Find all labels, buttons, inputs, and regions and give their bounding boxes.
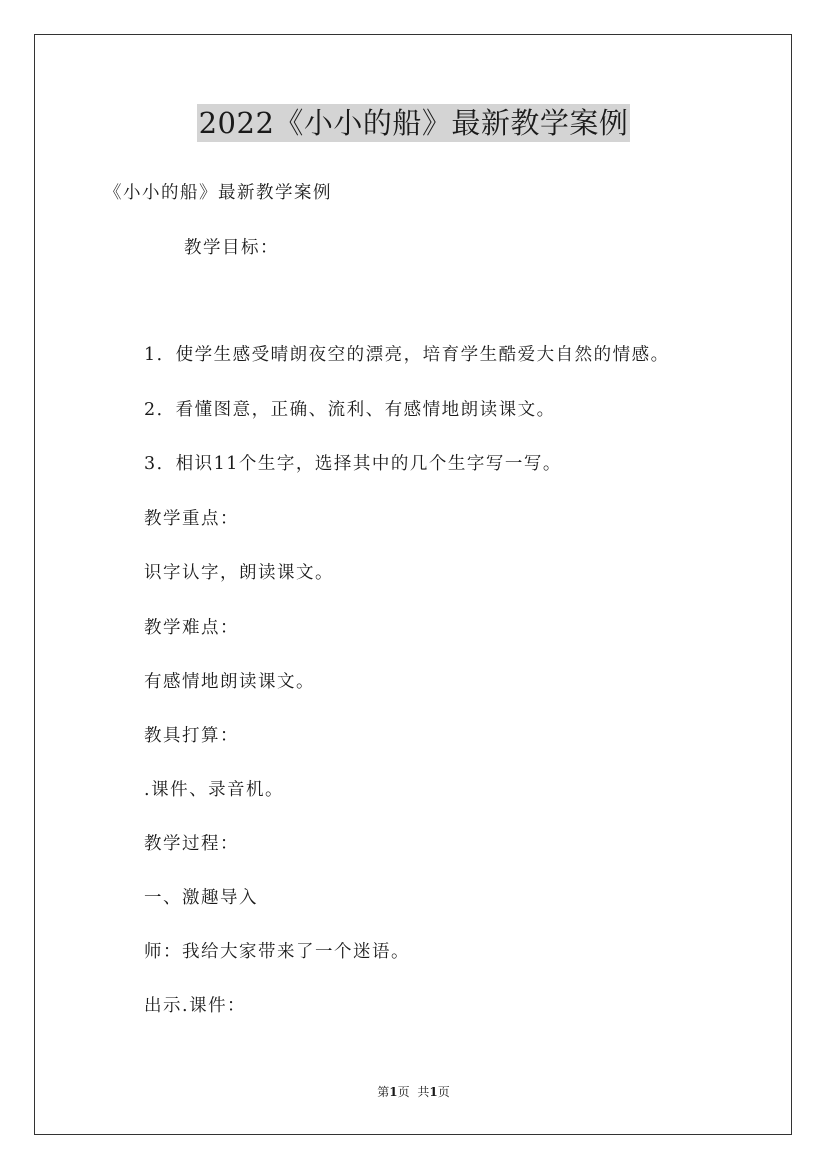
teacher-line: 师：我给大家带来了一个迷语。 <box>144 942 410 962</box>
document-title-wrap <box>0 104 827 142</box>
footer-total-prefix: 共 <box>417 1085 430 1099</box>
footer-total-number: 1 <box>429 1085 438 1099</box>
difficulties-heading: 教学难点： <box>144 618 239 638</box>
key-points-text: 识字认字，朗读课文。 <box>144 563 334 583</box>
footer-total-suffix: 页 <box>437 1085 450 1099</box>
footer-page-number: 1 <box>389 1085 398 1099</box>
footer-page-suffix: 页 <box>397 1085 410 1099</box>
objective-item-1: 1．使学生感受晴朗夜空的漂亮，培育学生酷爱大自然的情感。 <box>144 345 670 365</box>
objectives-heading: 教学目标： <box>184 238 279 258</box>
document-title: 2022《小小的船》最新教学案例 <box>198 106 629 140</box>
document-subtitle: 《小小的船》最新教学案例 <box>104 183 332 203</box>
key-points-heading: 教学重点： <box>144 509 239 529</box>
difficulties-text: 有感情地朗读课文。 <box>144 672 315 692</box>
objective-item-3: 3．相识11个生字，选择其中的几个生字写一写。 <box>144 454 562 474</box>
page-footer <box>0 1084 827 1100</box>
process-heading: 教学过程： <box>144 834 239 854</box>
objective-item-2: 2．看懂图意，正确、流利、有感情地朗读课文。 <box>144 400 556 420</box>
show-courseware-line: 出示.课件： <box>144 996 247 1016</box>
materials-text: .课件、录音机。 <box>144 780 285 800</box>
process-step-1: 一、激趣导入 <box>144 888 258 908</box>
footer-page-prefix: 第 <box>377 1085 390 1099</box>
materials-heading: 教具打算： <box>144 726 239 746</box>
